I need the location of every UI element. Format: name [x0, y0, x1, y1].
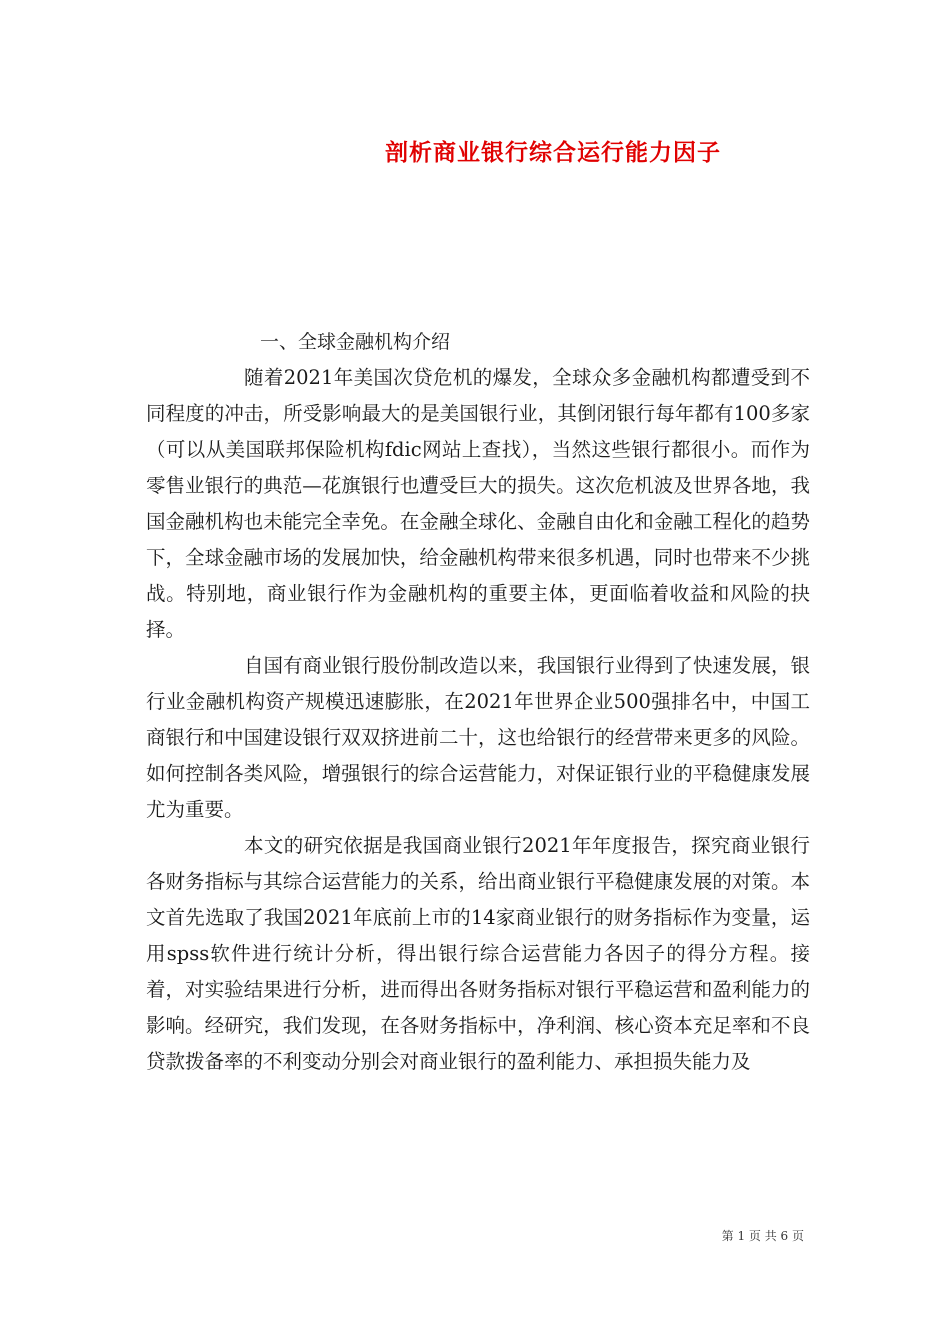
page-number-footer: 第 1 页 共 6 页 — [721, 1229, 804, 1243]
document-body — [146, 324, 810, 1080]
paragraph-3: 本文的研究依据是我国商业银行2021年年度报告，探究商业银行各财务指标与其综合运营能力的关系，给出商业银行平稳健康发展的对策。本文首先选取了我国2021年底前上市的14家商业银行的财务指标作为变量，运用spss软件进行统计分析，得出银行综合运营能力各因子的得分方程。接着，对实验结果进行分析，进而得出各财务指标对银行平稳运营和盈利能力的影响。经研究，我们发现，在各财务指标中，净利润、核心资本充足率和不良贷款拨备率的不利变动分别会对商业银行的盈利能力、承担损失能力及 — [146, 834, 810, 1073]
paragraph-1: 随着2021年美国次贷危机的爆发，全球众多金融机构都遭受到不同程度的冲击，所受影响最大的是美国银行业，其倒闭银行每年都有100多家（可以从美国联邦保险机构fdic网站上查找），当然这些银行都很小。而作为零售业银行的典范—花旗银行也遭受巨大的损失。这次危机波及世界各地，我国金融机构也未能完全幸免。在金融全球化、金融自由化和金融工程化的趋势下，全球金融市场的发展加快，给金融机构带来很多机遇，同时也带来不少挑战。特别地，商业银行作为金融机构的重要主体，更面临着收益和风险的抉择。 — [146, 366, 810, 641]
document-title: 剖析商业银行综合运行能力因子 — [385, 140, 721, 166]
paragraph-2: 自国有商业银行股份制改造以来，我国银行业得到了快速发展，银行业金融机构资产规模迅速膨胀，在2021年世界企业500强排名中，中国工商银行和中国建设银行双双挤进前二十，这也给银行的经营带来更多的风险。如何控制各类风险，增强银行的综合运营能力，对保证银行业的平稳健康发展尤为重要。 — [146, 654, 810, 821]
section-heading: 一、全球金融机构介绍 — [260, 331, 451, 353]
